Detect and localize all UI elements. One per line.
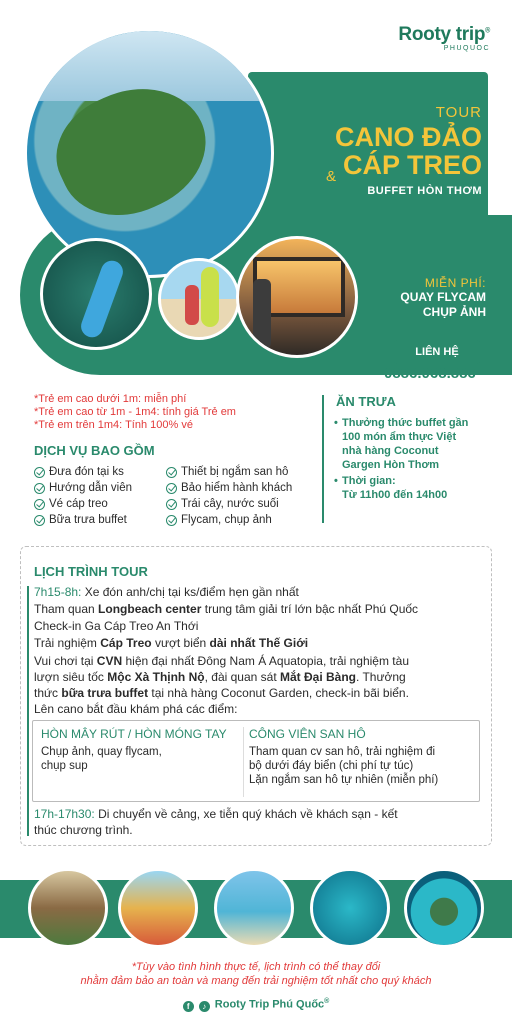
brand-reg-mark: ® [485,27,490,35]
check-circle-icon [34,467,45,478]
beach-girl-photo [158,258,240,340]
tour-subtitle: BUFFET HÒN THƠM [367,185,482,197]
schedule-item: Vui chơi tại CVN hiện đại nhất Đông Nam Á Aquatopia, trải nghiệm tàu lượn siêu tốc Mộc Xà Thịnh Nộ, đài quan sát Mắt Đại Bàng. Thưởng thức bữa trưa buffet tại nhà hàng Coconut Garden, check-in bãi biển. [34,654,409,700]
service-item: Trái cây, nước suối [166,496,292,512]
services-list-left [34,464,132,528]
kids-note: *Trẻ em trên 1m4: Tính 100% vé [34,419,193,431]
schedule-item: Tham quan Longbeach center trung tâm giải trí lớn bậc nhất Phú Quốc [34,602,419,616]
footer-brand: Rooty Trip Phú Quốc [214,998,325,1011]
service-item: Flycam, chụp ảnh [166,512,292,528]
service-item: Bảo hiểm hành khách [166,480,292,496]
free-label: MIỄN PHÍ: [424,276,486,290]
check-circle-icon [34,483,45,494]
contact-button[interactable]: LIÊN HỆ [388,340,486,364]
schedule-item: Lên cano bắt đầu khám phá các điểm: [34,702,238,716]
schedule-item: Trải nghiệm Cáp Treo vượt biển dài nhất Thế Giới [34,636,309,650]
kids-pricing-notes [34,393,236,432]
services-title: DỊCH VỤ BAO GỒM [34,443,155,458]
island-aerial-small-photo [404,868,484,948]
check-circle-icon [166,499,177,510]
brand-name-part2: trip [455,24,486,45]
lunch-item: • Thời gian: Từ 11h00 đến 14h00 [334,474,494,502]
check-circle-icon [34,499,45,510]
destination-hon-may-rut: HÒN MÂY RÚT / HÒN MÓNG TAY Chụp ảnh, quay flycam, chụp sup [41,727,227,772]
kids-note: *Trẻ em cao dưới 1m: miễn phí [34,393,187,405]
footer-social[interactable] [0,998,512,1012]
check-circle-icon [166,515,177,526]
tour-title-line1: CANO ĐẢO [335,122,482,152]
schedule-title: LỊCH TRÌNH TOUR [34,564,148,579]
facebook-icon[interactable]: f [183,1001,194,1012]
tour-ampersand: & [326,168,337,185]
brand-name-part1: Rooty [398,24,451,45]
service-item: Hướng dẫn viên [34,480,132,496]
water-park-photo [118,868,198,948]
check-circle-icon [166,483,177,494]
sup-board-photo [40,238,152,350]
free-item-photo: CHỤP ẢNH [422,305,486,319]
destination-coral-park: CÔNG VIÊN SAN HÔ Tham quan cv san hô, trải nghiệm đi bộ dưới đáy biển (chi phí tự túc) Lặn ngắm san hô tự nhiên (miễn phí) [249,727,439,786]
beach-couple-photo [214,868,294,948]
tour-label: TOUR [435,104,482,121]
service-item: Đưa đón tại ks [34,464,132,480]
check-circle-icon [166,467,177,478]
schedule-disclaimer: *Tùy vào tình hình thực tế, lịch trình có thể thay đổi nhằm đảm bảo an toàn và mang đến trải nghiệm tốt nhất cho quý khách [80,961,432,987]
lunch-details [334,416,494,502]
kids-note: *Trẻ em cao từ 1m - 1m4: tính giá Trẻ em [34,406,236,418]
cable-car-photo [236,236,358,358]
service-item: Bữa trưa buffet [34,512,132,528]
brand-subtitle: PHUQUOC [443,45,490,52]
island-aerial-photo [24,28,274,278]
footer-reg-mark: ® [324,998,330,1005]
schedule-item: 7h15-8h: Xe đón anh/chị tại ks/điểm hẹn gần nhất [34,585,299,599]
service-item: Vé cáp treo [34,496,132,512]
schedule-item: Check-in Ga Cáp Treo An Thới [34,619,199,633]
speedboat-photo [310,868,390,948]
lunch-title: ĂN TRƯA [336,394,396,409]
schedule-timeline [27,586,29,836]
destinations-box [32,720,480,802]
service-item: Thiết bị ngắm san hô [166,464,292,480]
tour-title-line2: CÁP TREO [342,150,482,180]
tiktok-icon[interactable]: ♪ [199,1001,210,1012]
free-item-flycam: QUAY FLYCAM [400,290,486,304]
schedule-item: 17h-17h30: Di chuyển về cảng, xe tiễn quý khách về khách sạn - kết thúc chương trình. [34,807,398,837]
lunch-divider [322,395,324,523]
contact-phone[interactable]: 0886.068.886 [384,365,476,382]
brand-logo[interactable] [398,24,490,52]
check-circle-icon [34,515,45,526]
services-list-right [166,464,292,528]
lunch-item: • Thưởng thức buffet gần 100 món ẩm thực Việt nhà hàng Coconut Gargen Hòn Thơm [334,416,494,472]
roller-coaster-photo [28,868,108,948]
